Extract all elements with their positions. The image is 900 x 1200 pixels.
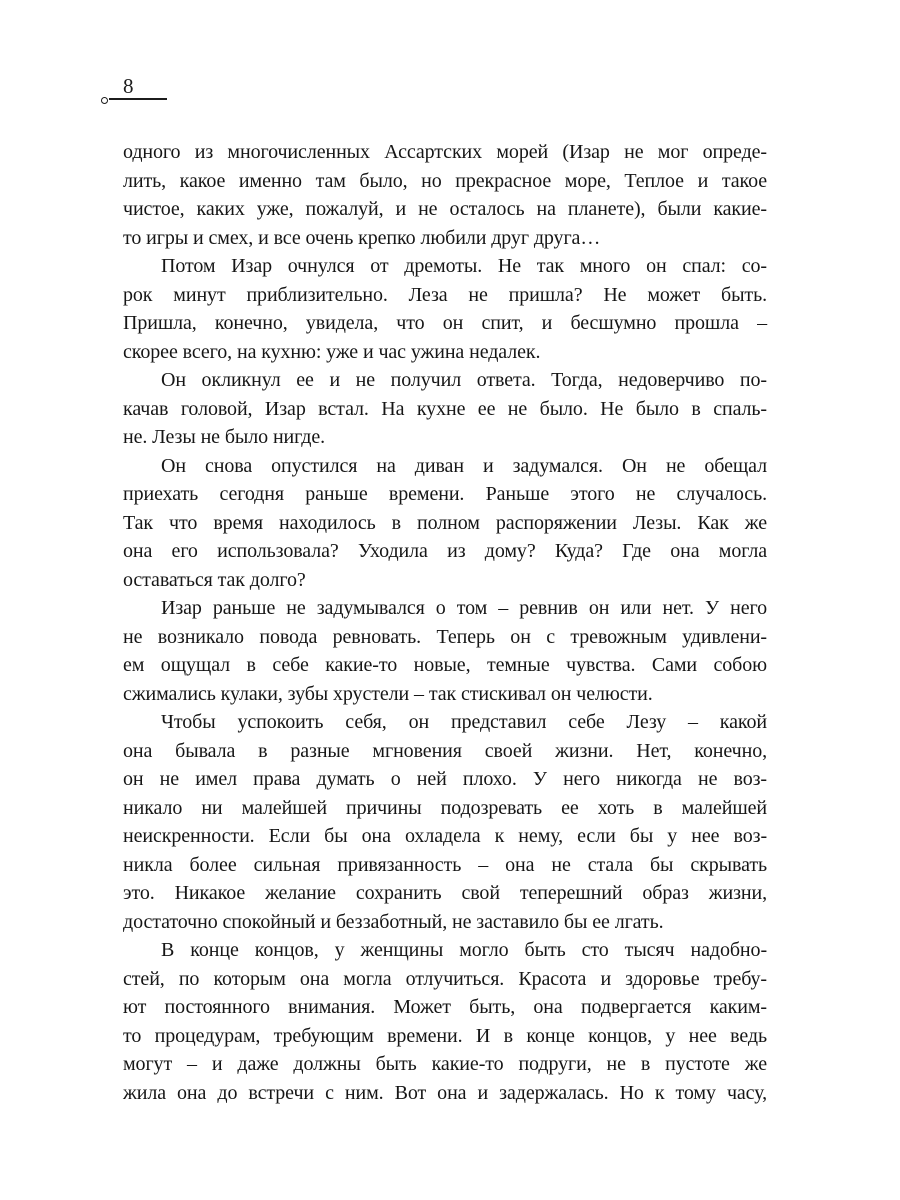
text-line: приехать сегодня раньше времени. Раньше этого не случалось. bbox=[123, 483, 767, 505]
text-line: жила она до встречи с ним. Вот она и задержалась. Но к тому часу, bbox=[123, 1081, 767, 1104]
text-line: В конце концов, у женщины могло быть сто тысяч надобно- bbox=[161, 939, 767, 961]
ornament-circle-icon bbox=[101, 97, 108, 104]
text-line: одного из многочисленных Ассартских морей (Изар не мог опреде- bbox=[123, 141, 767, 163]
text-line: скорее всего, на кухню: уже и час ужина недалек. bbox=[123, 340, 541, 363]
text-line: то игры и смех, и все очень крепко любили друг друга… bbox=[123, 226, 601, 249]
text-line: это. Никакое желание сохранить свой теперешний образ жизни, bbox=[123, 882, 767, 904]
text-line: Он снова опустился на диван и задумался. Он не обещал bbox=[161, 454, 767, 477]
text-line: стей, по которым она могла отлучиться. Красота и здоровье требу- bbox=[123, 967, 767, 990]
paragraph bbox=[123, 452, 767, 595]
text-line: Он окликнул ее и не получил ответа. Тогда, недоверчиво по- bbox=[161, 369, 767, 391]
paragraph bbox=[123, 138, 767, 252]
text-line: не возникало повода ревновать. Теперь он с тревожным удивлени- bbox=[123, 625, 767, 648]
text-line: никало ни малейшей причины подозревать ее хоть в малейшей bbox=[123, 796, 767, 819]
text-line: ем ощущал в себе какие-то новые, темные чувства. Сами собою bbox=[123, 654, 767, 676]
text-line: не. Лезы не было нигде. bbox=[123, 426, 326, 448]
text-line: Потом Изар очнулся от дремоты. Не так много он спал: со- bbox=[161, 255, 767, 277]
text-line: то процедурам, требующим времени. И в конце концов, у нее ведь bbox=[123, 1024, 767, 1047]
paragraph bbox=[123, 594, 767, 708]
paragraph bbox=[123, 252, 767, 366]
text-line: она бывала в разные мгновения своей жизни. Нет, конечно, bbox=[123, 739, 767, 762]
paragraph bbox=[123, 936, 767, 1107]
text-line: ют постоянного внимания. Может быть, она подвергается каким- bbox=[123, 996, 767, 1018]
text-line: никла более сильная привязанность – она не стала бы скрывать bbox=[123, 853, 767, 876]
text-line: чистое, каких уже, пожалуй, и не осталось на планете), были какие- bbox=[123, 198, 767, 220]
text-line: неискренности. Если бы она охладела к нему, если бы у нее воз- bbox=[123, 825, 767, 847]
ornament-rule bbox=[109, 98, 167, 99]
paragraph bbox=[123, 708, 767, 936]
text-line: Изар раньше не задумывался о том – ревнив он или нет. У него bbox=[161, 597, 767, 619]
text-line: Так что время находилось в полном распоряжении Лезы. Как же bbox=[123, 511, 767, 534]
text-line: лить, какое именно там было, но прекрасное море, Теплое и такое bbox=[123, 169, 767, 192]
text-line: он не имел права думать о ней плохо. У него никогда не воз- bbox=[123, 768, 767, 790]
text-line: сжимались кулаки, зубы хрустели – так стискивал он челюсти. bbox=[123, 682, 653, 705]
text-line: могут – и даже должны быть какие-то подруги, не в пустоте же bbox=[123, 1053, 767, 1075]
text-line: Чтобы успокоить себя, он представил себе Лезу – какой bbox=[161, 711, 767, 733]
text-line: качав головой, Изар встал. На кухне ее не было. Не было в спаль- bbox=[123, 397, 767, 420]
page-number: 8 bbox=[123, 74, 134, 98]
header-ornament bbox=[101, 97, 167, 104]
text-line: оставаться так долго? bbox=[123, 568, 306, 591]
text-line: Пришла, конечно, увидела, что он спит, и бесшумно прошла – bbox=[123, 312, 767, 334]
text-line: она его использовала? Уходила из дому? Куда? Где она могла bbox=[123, 540, 767, 562]
paragraph bbox=[123, 366, 767, 452]
text-line: достаточно спокойный и беззаботный, не заставило бы ее лгать. bbox=[123, 910, 664, 933]
text-line: рок минут приблизительно. Леза не пришла? Не может быть. bbox=[123, 283, 767, 306]
body-text bbox=[123, 138, 767, 1107]
